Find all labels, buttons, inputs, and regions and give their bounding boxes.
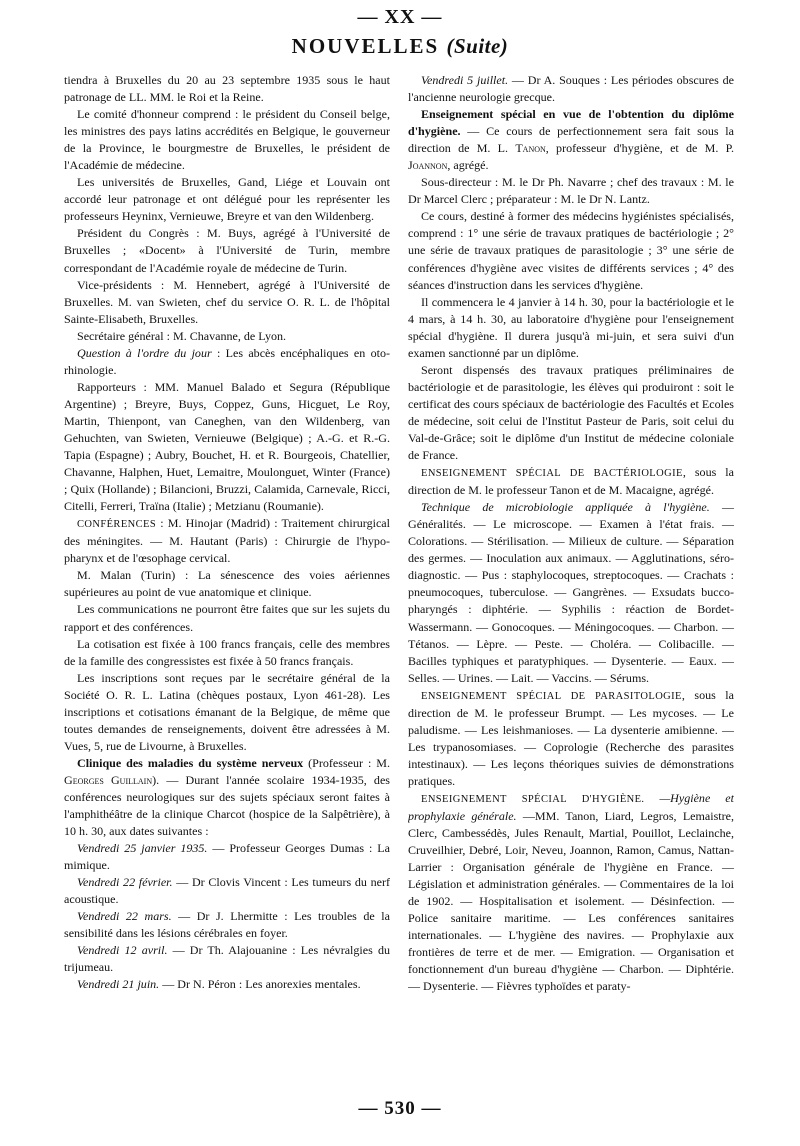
- lecture-date: Vendredi 22 février.: [77, 875, 173, 890]
- honor-committee-paragraph: Le comité d'honneur comprend : le président du Conseil belge, les ministres des pays latins accrédités en Belgique, le gouverneur de la Province, le bourgmestre de Bruxelles, le président de l'Académie de médecine.: [64, 107, 390, 173]
- lecture-text: — Dr Clovis Vincent : Les tumeurs du nerf acoustique.: [64, 875, 390, 907]
- lecture-date-item: [64, 908, 390, 942]
- parasitology-label: ENSEIGNEMENT SPÉCIAL DE PARASITOLOGIE: [421, 690, 682, 702]
- registration-paragraph: Les inscriptions sont reçues par le secrétaire général de la Société O. R. L. Latina (chèques postaux, Lyon 461-28). Les inscriptions et cotisations émanant de la Belgique, de même que toutes demandes de renseignements, doivent être adressées à M. Vues, 5, rue de Livourne, à Bruxelles.: [64, 670, 390, 753]
- bacteriology-paragraph: [408, 464, 734, 499]
- lecture-text: — Dr N. Péron : Les anorexies mentales.: [159, 977, 361, 992]
- page-title: [0, 34, 800, 59]
- lecture-date-item: [64, 976, 390, 993]
- lecture-date-item: [64, 874, 390, 908]
- vice-presidents-paragraph: Vice-présidents : M. Hennebert, agrégé à l'Université de Bruxelles. M. van Swieten, chef du service O. R. L. de l'hôpital Sainte-Elisabeth, Bruxelles.: [64, 277, 390, 326]
- left-column: [64, 72, 390, 1106]
- microbiology-paragraph: [408, 499, 734, 687]
- lecture-date: Vendredi 25 janvier 1935.: [77, 841, 208, 856]
- clinic-title: Clinique des maladies du système nerveux: [77, 755, 304, 770]
- hygiene-teaching-paragraph: [408, 790, 734, 996]
- right-column: [408, 72, 734, 1106]
- lecture-date: Vendredi 5 juillet.: [421, 73, 509, 87]
- agenda-label: Question à l'ordre du jour: [77, 345, 212, 360]
- malan-paragraph: M. Malan (Turin) : La sénescence des voies aériennes supérieures au point de vue anatomique et clinique.: [64, 568, 390, 600]
- title-suite: (Suite): [446, 34, 509, 58]
- hygiene-diploma-text-2: , professeur d'hygiène, et de M. P.: [545, 141, 734, 156]
- parasitology-text: , sous la direction de M. le professeur Brumpt. — Les mycoses. — Le paludisme. — Les leishmanioses. — La dysenterie amibienne. — Les trypanosomiases. — Coprologie (Recherche des parasites intestinaux). — Les leçons théoriques suivies de démonstrations pratiques.: [408, 687, 734, 788]
- conferences-paragraph: [64, 515, 390, 567]
- agenda-paragraph: [64, 345, 390, 379]
- lecture-date: Vendredi 21 juin.: [77, 977, 160, 992]
- lecture-date-item: [408, 72, 734, 106]
- hygiene-diploma-text-3: , agrégé.: [447, 158, 489, 173]
- title-main: NOUVELLES: [291, 34, 440, 58]
- lecture-date: Vendredi 12 avril.: [77, 943, 168, 958]
- clinic-text: ). — Durant l'année scolaire 1934-1935, des conférences neurologiques sur des sujets spéciaux seront faites à l'amphithéâtre de la clinique Charcot (hospice de la Salpêtrière), à 10 h. 30, aux dates suivantes :: [64, 772, 390, 839]
- hygiene-teaching-text: —MM. Tanon, Liard, Legros, Lemaistre, Clerc, Cambessédès, Jules Renault, Martial, Pouillot, Leclainche, Cruveilhier, Debré, Loir, Neveu, Joannon, Ramon, Camus, Nattan-Larrier : Organisation générale de l'hygiène en France. — Législation et administration générales. — Commentaires de la loi de 1902. — Hospitalisation et isolement. — Désinfection. — Police sanitaire maritime. — Les conférences sanitaires internationales. — L'hygiène des navires. — Prophylaxie aux frontières de terre et de mer. — Emigration. — Organisation et fonctionnement d'un bureau d'hygiène — Charbon. — Diphtérie. — Dysenterie. — Fièvres typhoïdes et paraty-: [408, 809, 734, 994]
- parasitology-paragraph: [408, 687, 734, 790]
- director-name: Tanon: [515, 141, 546, 156]
- lecture-text: — Dr Th. Alajouanine : Les névralgies du trijumeau.: [64, 943, 390, 975]
- universities-paragraph: Les universités de Bruxelles, Gand, Liége et Louvain ont accordé leur patronage et ont délégué pour les représenter les professeurs Heyninx, Vernieuwe, Breyre et van den Wildenberg.: [64, 175, 390, 224]
- microbiology-label: Technique de microbiologie appliquée à l'hygiène.: [421, 500, 710, 515]
- fee-paragraph: La cotisation est fixée à 100 francs français, celle des membres de la famille des congressistes est fixée à 50 francs français.: [64, 636, 390, 668]
- conferences-label: CONFÉRENCES: [77, 519, 157, 531]
- congress-president-paragraph: Président du Congrès : M. Buys, agrégé à l'Université de Bruxelles ; «Docent» à l'Université de Turin, membre correspondant de l'Académie royale de médecine de Turin.: [64, 226, 390, 275]
- agenda-text: : Les abcès encéphaliques en oto-rhinologie.: [64, 345, 390, 377]
- clinic-prof-name: Georges Guillain: [64, 772, 153, 787]
- lecture-date-item: [64, 840, 390, 874]
- bacteriology-label: ENSEIGNEMENT SPÉCIAL DE BACTÉRIOLOGIE: [421, 468, 683, 480]
- communications-paragraph: Les communications ne pourront être faites que sur les sujets du rapport et des conférences.: [64, 602, 390, 634]
- page-number: — 530 —: [358, 1098, 442, 1119]
- lecture-text: — Dr J. Lhermitte : Les troubles de la sensibilité dans les lésions cérébrales en foyer.: [64, 909, 390, 941]
- lecture-date: Vendredi 22 mars.: [77, 909, 172, 924]
- agrege-name: Joannon: [408, 158, 448, 173]
- secretary-paragraph: Secrétaire général : M. Chavanne, de Lyon.: [77, 328, 287, 343]
- course-description-paragraph: Ce cours, destiné à former des médecins hygiénistes spécialisés, comprend : 1° une série de travaux pratiques de bactériologie ; 2° une série de travaux pratiques de parasitologie ; 3° une série de conférences d'hygiène avec visites de différents services ; 4° des séances d'instruction dans les services d'hygiène.: [408, 209, 734, 292]
- bacteriology-text: , sous la direction de M. le professeur Tanon et de M. Macaigne, agrégé.: [408, 465, 734, 498]
- lecture-text: — Professeur Georges Dumas : La mimique.: [64, 841, 390, 873]
- hygiene-teaching-subtitle: —Hygiène et prophylaxie générale.: [408, 790, 734, 824]
- lecture-text: — Dr A. Souques : Les périodes obscures de l'ancienne neurologie grecque.: [408, 73, 734, 105]
- congress-intro-paragraph: tiendra à Bruxelles du 20 au 23 septembre 1935 sous le haut patronage de LL. MM. le Roi et la Reine.: [64, 73, 390, 105]
- clinic-prof-prefix: (Professeur : M.: [303, 755, 390, 770]
- hygiene-teaching-label: ENSEIGNEMENT SPÉCIAL D'HYGIÈNE.: [421, 793, 645, 805]
- microbiology-text: — Généralités. — Le microscope. — Examen à l'état frais. — Colorations. — Stérilisation. — Milieux de culture. — Séparation des germes. — Inoculation aux animaux. — Agglutinations, séro-diagnostic. — Pus : staphylocoques, streptocoques. — Crachats : pneumocoques, tuberculose. — Gangrènes. — Exsudats bucco-pharyngés : diphtérie. — Syphilis : réaction de Bordet-Wassermann. — Gonocoques. — Méningocoques. — Charbon. — Tétanos. — Lèpre. — Peste. — Choléra. — Colibacille. — Bacilles typhiques et paratyphiques. — Dysenterie. — Eaux. — Selles. — Urines. — Lait. — Vaccins. — Sérums.: [408, 500, 734, 685]
- clinic-paragraph: [64, 755, 390, 840]
- staff-paragraph: Sous-directeur : M. le Dr Ph. Navarre ; chef des travaux : M. le Dr Marcel Clerc ; préparateur : M. le Dr N. Lantz.: [408, 175, 734, 207]
- rapporteurs-paragraph: Rapporteurs : MM. Manuel Balado et Segura (République Argentine) ; Breyre, Buys, Coppez, Guns, Hicguet, Le Roy, Martin, Thienpont, van Caneghen, van den Wildenberg, van Gehuchten, van Swieten, Vernieuwe (Belgique) ; A.-G. et R.-G. Tapia (Espagne) ; Aubry, Bouchet, H. et R. Bourgeois, Chatellier, Chavanne, Halphen, Huet, Lemaitre, Moulonguet, Winter (France) ; Quix (Hollande) ; Bilancioni, Bruzzi, Calamida, Carnevale, Ricci, Citelli, Ferreri, Traïna (Italie) ; Metzianu (Roumanie).: [64, 379, 390, 514]
- roman-page-number: — XX —: [357, 6, 443, 28]
- conferences-text: : M. Hinojar (Madrid) : Traitement chirurgical des méningites. — M. Hautant (Paris) : Chirurgie de l'hypo-pharynx et de l'œsophage cervical.: [64, 516, 390, 566]
- hygiene-diploma-text: — Ce cours de perfectionnement sera fait sous la direction de M. L.: [408, 124, 734, 156]
- hygiene-diploma-title: Enseignement spécial en vue de l'obtention du diplôme d'hygiène.: [408, 107, 734, 139]
- exemptions-paragraph: Seront dispensés des travaux pratiques préliminaires de bactériologie et de parasitologie, les élèves qui produiront : soit le certificat des cours spéciaux de bactériologie des Facultés et Ecoles de médecine, soit celui de l'Institut Pasteur de Paris, soit celui du Val-de-Grâce; soit le diplôme d'un Institut de médecine coloniale de France.: [408, 362, 734, 463]
- course-schedule-paragraph: Il commencera le 4 janvier à 14 h. 30, pour la bactériologie et le 4 mars, à 14 h. 30, au laboratoire d'hygiène pour l'enseignement spécial d'hygiène. Il durera jusqu'à mi-juin, et sera suivi d'un examen sanctionné par un diplôme.: [408, 294, 734, 360]
- hygiene-diploma-paragraph: [408, 106, 734, 174]
- lecture-date-item: [64, 942, 390, 976]
